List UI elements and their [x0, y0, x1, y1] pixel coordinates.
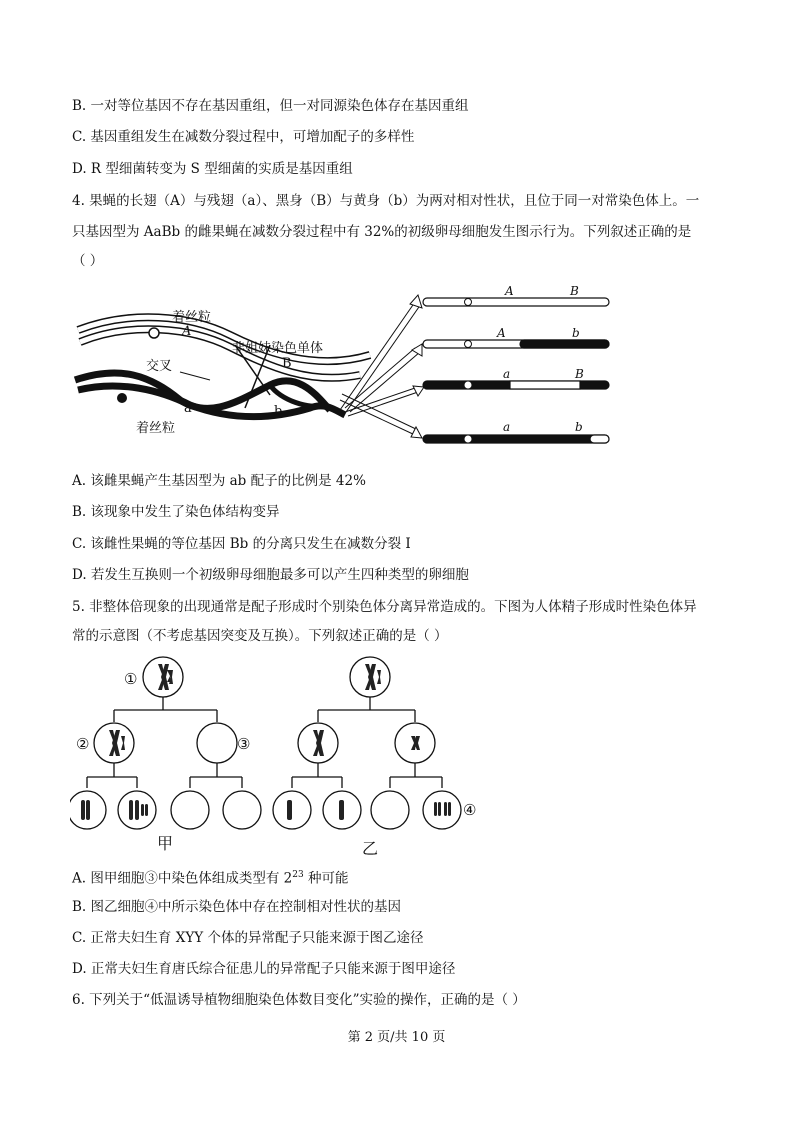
- nonsister-chromatid-label: 非姐妹染色单体: [232, 341, 324, 356]
- bar4-gene2: b: [575, 420, 583, 434]
- q6-stem: 6. 下列关于“低温诱导植物细胞染色体数目变化”实验的操作，正确的是（ ）: [72, 992, 526, 1008]
- bar1-gene2: B: [570, 284, 579, 298]
- bar4-gene1: a: [503, 420, 511, 434]
- cell-label-2: ②: [76, 735, 90, 753]
- q3-option-c: C. 基因重组发生在减数分裂过程中，可增加配子的多样性: [72, 129, 415, 145]
- centromere-label-bottom: 着丝粒: [136, 421, 176, 436]
- figure-label-jia: 甲: [157, 834, 174, 853]
- q4-option-c: C. 该雌性果蝇的等位基因 Bb 的分离只发生在减数分裂 I: [72, 536, 411, 552]
- q4-stem-line1: 4. 果蝇的长翅（A）与残翅（a）、黑身（B）与黄身（b）为两对相对性状，且位于同一对常染色体上。一: [72, 193, 700, 209]
- q4-option-d: D. 若发生互换则一个初级卵母细胞最多可以产生四种类型的卵细胞: [72, 567, 469, 583]
- gene-label-B: B: [282, 356, 292, 371]
- q4-answer-blank: （ ）: [72, 253, 104, 269]
- q4-option-a: A. 该雌果蝇产生基因型为 ab 配子的比例是 42%: [72, 473, 366, 489]
- figure-label-yi: 乙: [362, 839, 379, 858]
- chiasma-label: 交叉: [146, 359, 173, 374]
- cell-label-1: ①: [124, 670, 138, 688]
- bar2-gene2: b: [572, 326, 580, 340]
- gene-label-b: b: [274, 404, 283, 419]
- q3-option-d: D. R 型细菌转变为 S 型细菌的实质是基因重组: [72, 161, 353, 177]
- q3-option-b: B. 一对等位基因不存在基因重组，但一对同源染色体存在基因重组: [72, 98, 469, 114]
- q4-stem-line2: 只基因型为 AaBb 的雌果蝇在减数分裂过程中有 32%的初级卵母细胞发生图示行为。下列叙述正确的是: [72, 224, 692, 240]
- bar3-gene1: a: [503, 367, 511, 381]
- q5-stem-line2: 常的示意图（不考虑基因突变及互换）。下列叙述正确的是（ ）: [72, 628, 448, 644]
- page-footer: 第 2 页/共 10 页: [347, 1030, 446, 1045]
- q5-option-b: B. 图乙细胞④中所示染色体中存在控制相对性状的基因: [72, 899, 402, 915]
- bar3-gene2: B: [575, 367, 584, 381]
- cell-label-4: ④: [463, 801, 477, 819]
- q5-option-a: A. 图甲细胞③中染色体组成类型有 $2^{23}$ 种可能: [72, 870, 349, 887]
- q5-option-c: C. 正常夫妇生育 XYY 个体的异常配子只能来源于图乙途径: [72, 930, 424, 946]
- cell-label-3: ③: [237, 735, 251, 753]
- bar2-gene1: A: [497, 326, 506, 340]
- gene-label-A: A: [182, 324, 192, 339]
- gene-label-a: a: [184, 401, 192, 416]
- bar1-gene1: A: [505, 284, 514, 298]
- q5-option-d: D. 正常夫妇生育唐氏综合征患儿的异常配子只能来源于图甲途径: [72, 961, 456, 977]
- centromere-label-top: 着丝粒: [172, 310, 212, 325]
- q4-option-b: B. 该现象中发生了染色体结构变异: [72, 504, 280, 520]
- q5-stem-line1: 5. 非整体倍现象的出现通常是配子形成时个别染色体分离异常造成的。下图为人体精子形成时性染色体异: [72, 599, 697, 615]
